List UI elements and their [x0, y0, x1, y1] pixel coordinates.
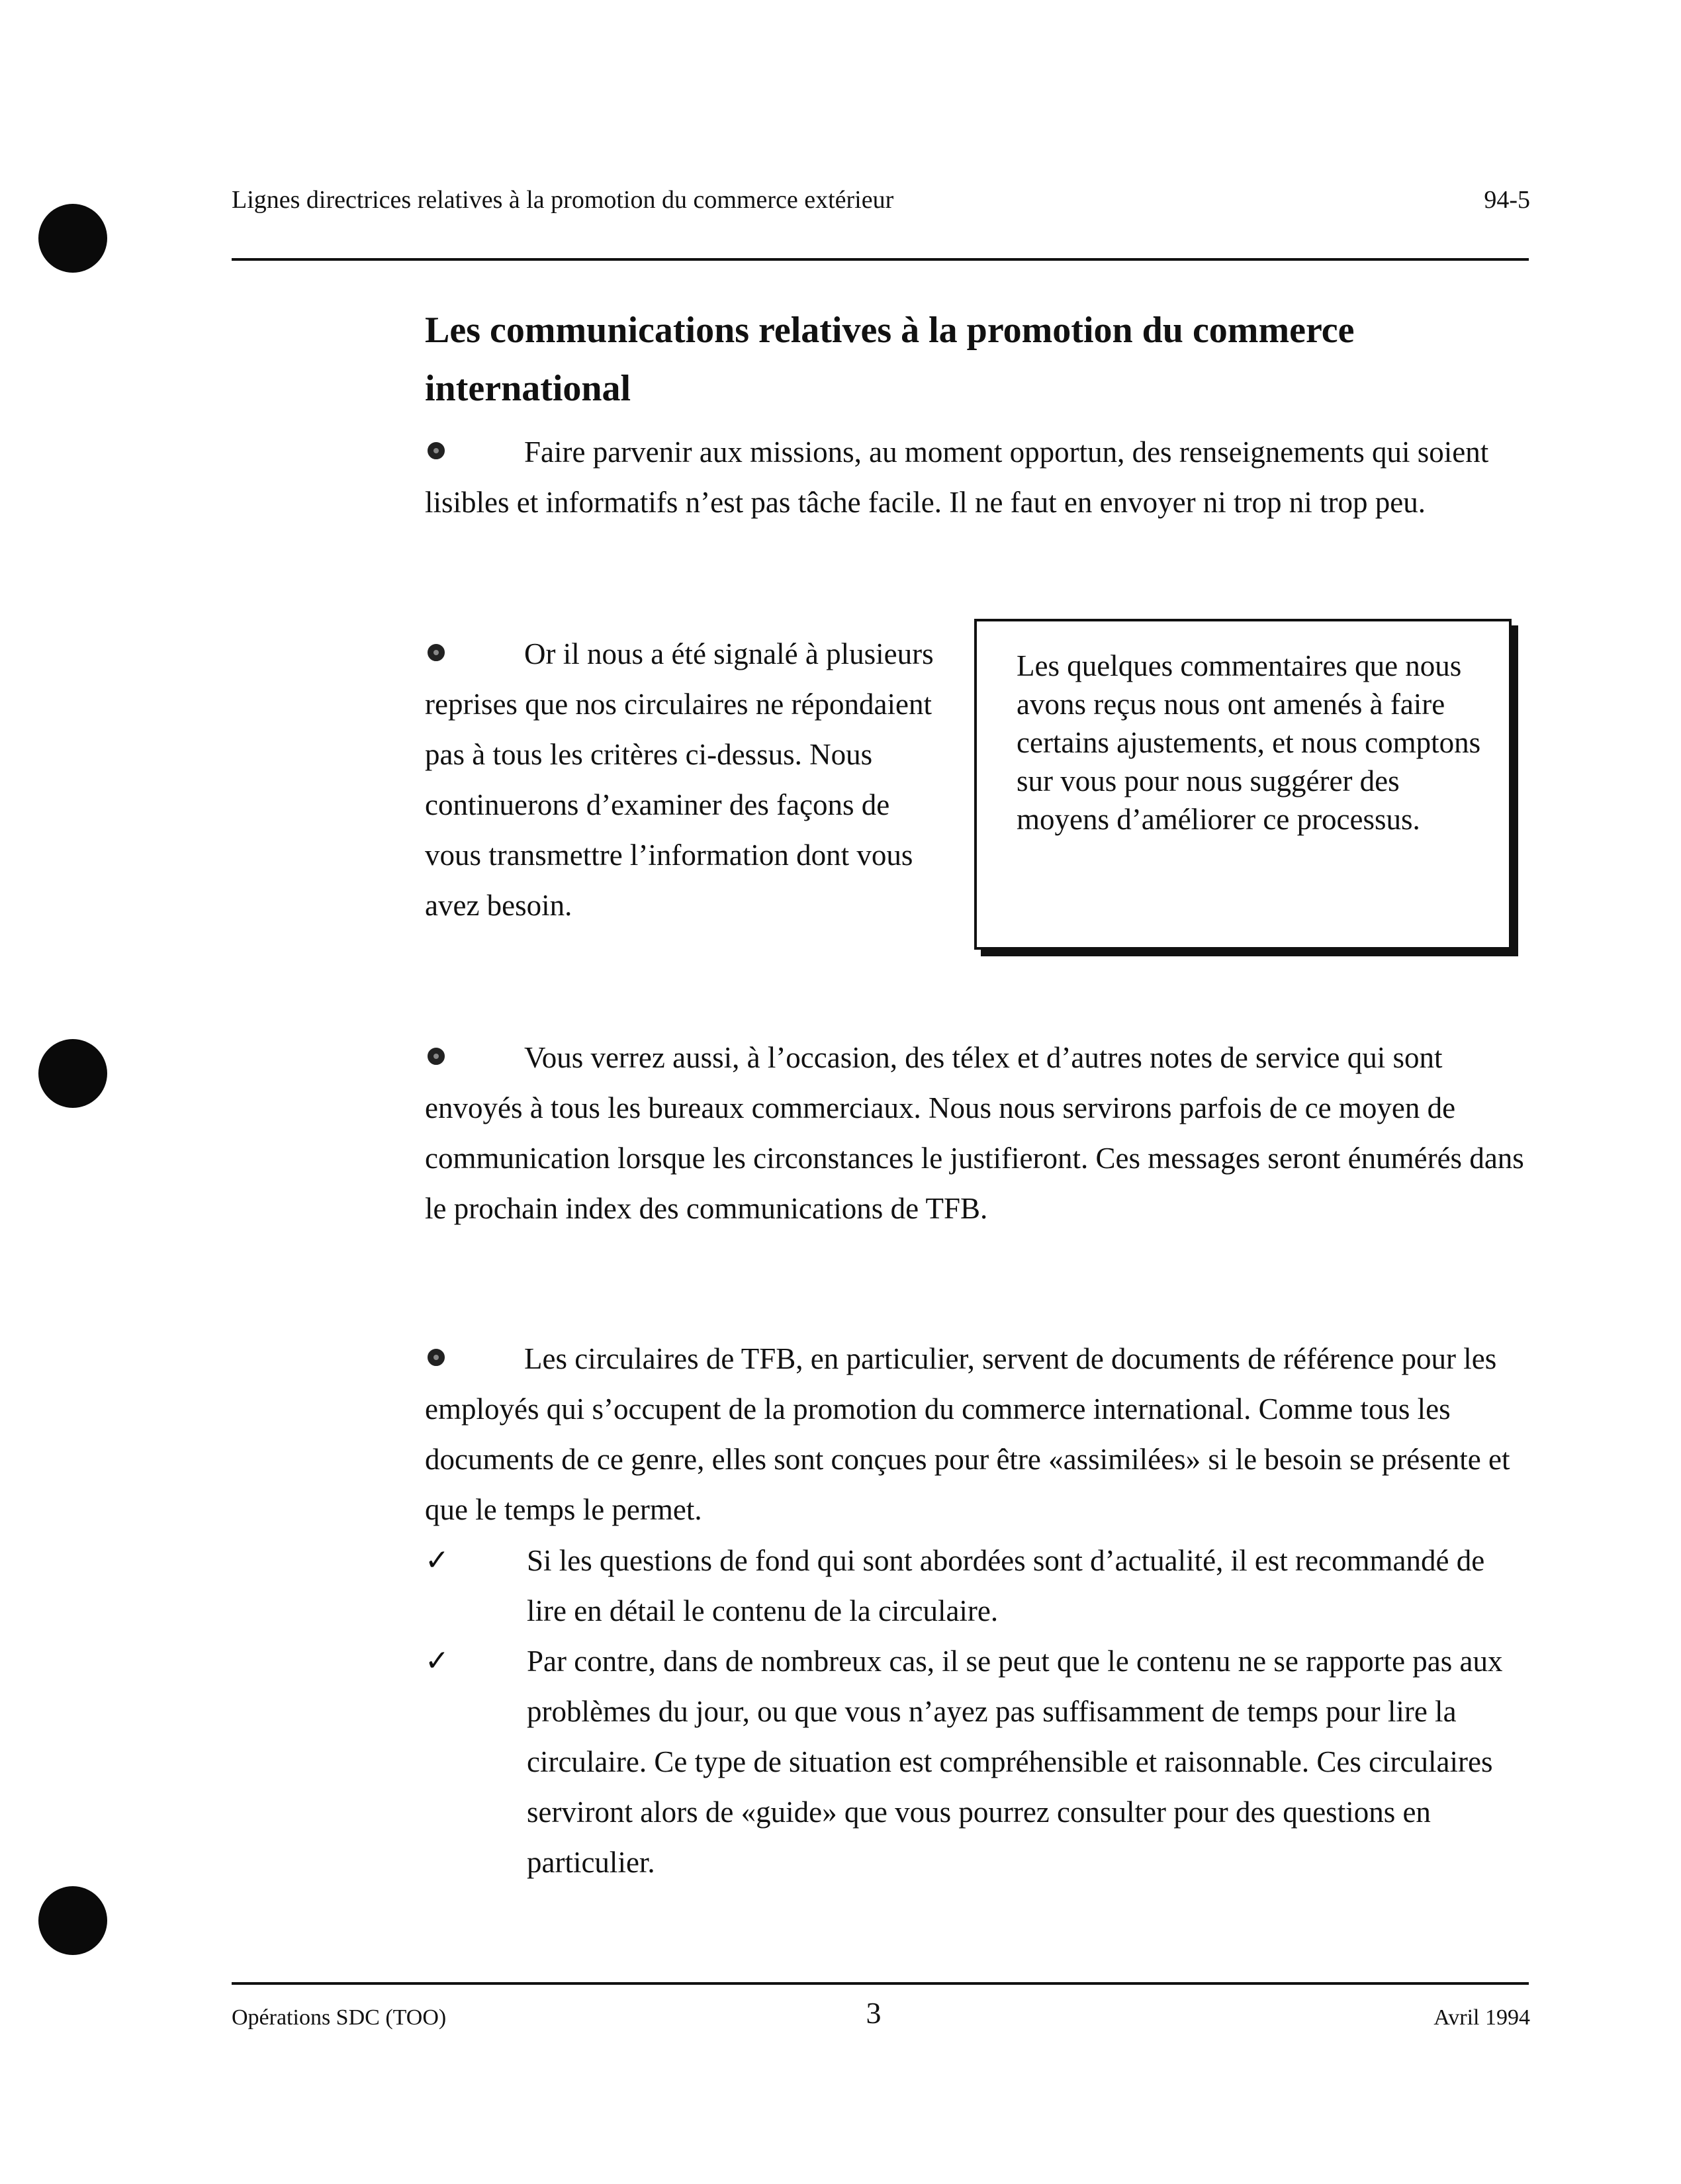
bullet-icon: [428, 1048, 445, 1065]
check-item-2: [425, 1636, 1523, 1888]
binder-hole-middle: [38, 1039, 107, 1108]
paragraph-text: Or il nous a été signalé à plusieurs reprises que nos circulaires ne répondaient pas à tous les critères ci-dessus. Nous continuerons d’examiner des façons de vous transmettre l’information dont vous avez besoin.: [425, 637, 934, 922]
check-mark-icon: ✓: [425, 1543, 449, 1577]
check-item-1: [425, 1535, 1523, 1636]
bullet-paragraph-2: [425, 629, 948, 931]
footer-page-number: 3: [866, 1996, 882, 2030]
paragraph-text: Faire parvenir aux missions, au moment opportun, des renseignements qui soient lisibles et informatifs n’est pas tâche facile. Il ne faut en envoyer ni trop ni trop peu.: [425, 435, 1489, 519]
footer-rule: [232, 1982, 1529, 1985]
footer-date: Avril 1994: [1433, 2005, 1530, 2030]
section-heading: Les communications relatives à la promotion du commerce international: [425, 310, 1355, 409]
check-mark-icon: ✓: [425, 1644, 449, 1678]
bullet-icon: [428, 442, 445, 459]
callout-text: Les quelques commentaires que nous avons reçus nous ont amenés à faire certains ajustements, et nous comptons sur vous pour nous suggérer des moyens d’améliorer ce processus.: [1017, 649, 1481, 836]
bullet-icon: [428, 1349, 445, 1366]
footer-department: Opérations SDC (TOO): [232, 2005, 447, 2030]
bullet-paragraph-4: [425, 1334, 1537, 1535]
bullet-paragraph-3: [425, 1032, 1537, 1234]
paragraph-text: Les circulaires de TFB, en particulier, servent de documents de référence pour les employés qui s’occupent de la promotion du commerce international. Comme tous les documents de ce genre, elles sont conçues pour être «assimilées» si le besoin se présente et que le temps le permet.: [425, 1342, 1510, 1526]
callout-box: [974, 619, 1512, 950]
running-header-page-ref: 94-5: [1484, 186, 1530, 214]
running-header-title: Lignes directrices relatives à la promotion du commerce extérieur: [232, 186, 894, 214]
bullet-paragraph-1: [425, 427, 1537, 527]
binder-hole-bottom: [38, 1886, 107, 1955]
bullet-icon: [428, 644, 445, 661]
check-item-text: Par contre, dans de nombreux cas, il se peut que le contenu ne se rapporte pas aux problèmes du jour, ou que vous n’ayez pas suffisamment de temps pour lire la circulaire. Ce type de situation est compréhensible et raisonnable. Ces circulaires serviront alors de «guide» que vous pourrez consulter pour des questions en particulier.: [527, 1645, 1503, 1879]
binder-hole-top: [38, 204, 107, 273]
check-item-text: Si les questions de fond qui sont abordées sont d’actualité, il est recommandé de lire en détail le contenu de la circulaire.: [527, 1544, 1485, 1627]
paragraph-text: Vous verrez aussi, à l’occasion, des télex et d’autres notes de service qui sont envoyés à tous les bureaux commerciaux. Nous nous servirons parfois de ce moyen de communication lorsque les circonstances le justifieront. Ces messages seront énumérés dans le prochain index des communications de TFB.: [425, 1041, 1524, 1225]
header-rule: [232, 258, 1529, 261]
